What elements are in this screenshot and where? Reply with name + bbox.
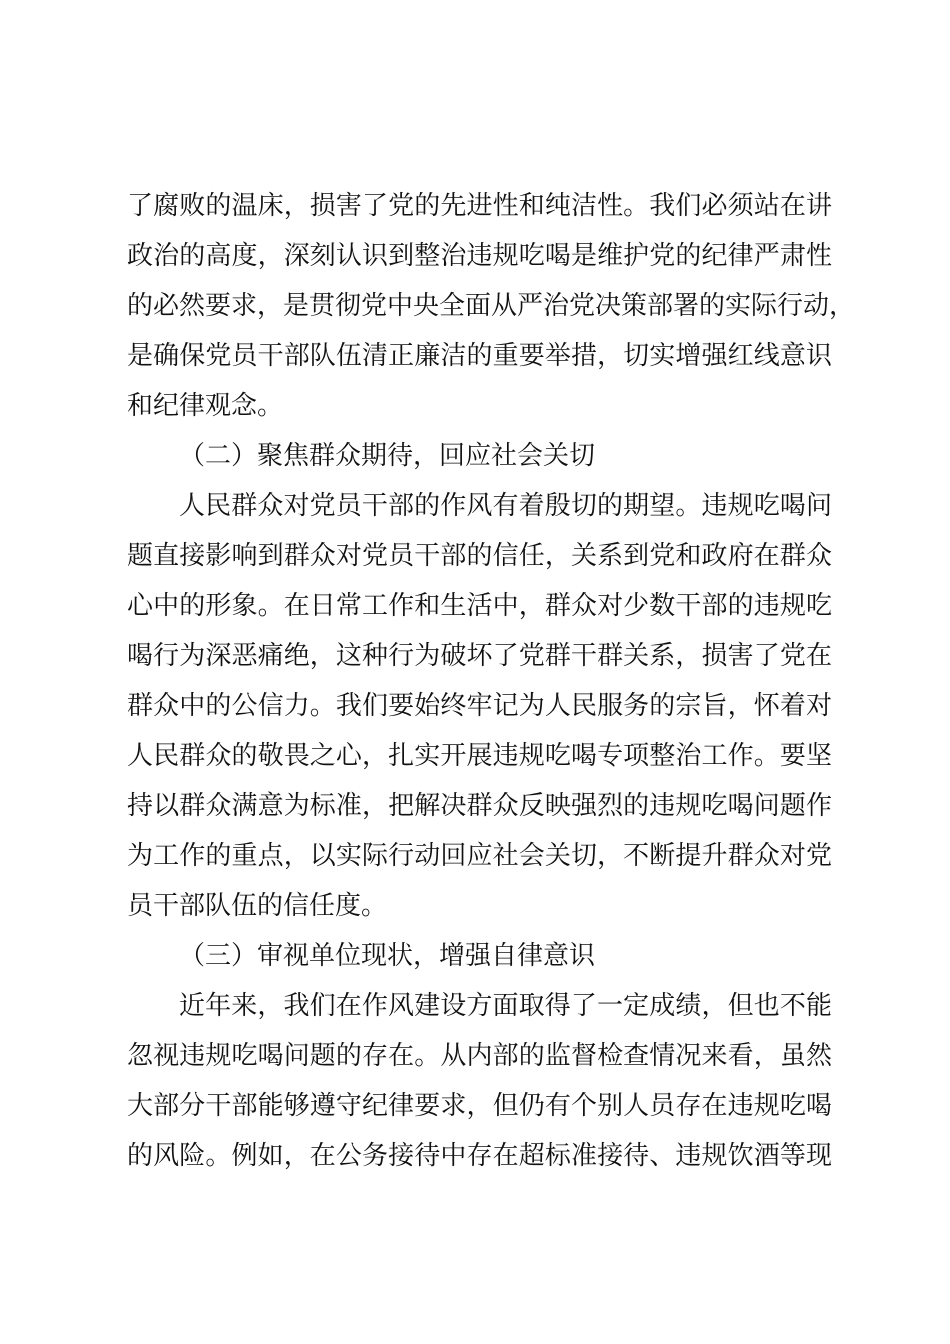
paragraph-3 — [127, 981, 832, 1181]
section-heading-2 — [127, 431, 832, 481]
text-line: 的风险。例如，在公务接待中存在超标准接待、违规饮酒等现 — [127, 1141, 832, 1171]
heading-text: （三）审视单位现状，增强自律意识 — [179, 941, 596, 971]
paragraph-1 — [127, 181, 856, 431]
text-line: 政治的高度，深刻认识到整治违规吃喝是维护党的纪律严肃性 — [127, 241, 832, 271]
text-line: 大部分干部能够遵守纪律要求，但仍有个别人员存在违规吃喝 — [127, 1091, 832, 1121]
text-line: 题直接影响到群众对党员干部的信任，关系到党和政府在群众 — [127, 541, 832, 571]
text-line: 员干部队伍的信任度。 — [127, 891, 388, 921]
text-line: 心中的形象。在日常工作和生活中，群众对少数干部的违规吃 — [127, 591, 832, 621]
text-line: 为工作的重点，以实际行动回应社会关切，不断提升群众对党 — [127, 841, 832, 871]
section-heading-3 — [127, 931, 832, 981]
text-line: 持以群众满意为标准，把解决群众反映强烈的违规吃喝问题作 — [127, 791, 832, 821]
text-line: 人民群众对党员干部的作风有着殷切的期望。违规吃喝问 — [179, 491, 832, 521]
heading-text: （二）聚焦群众期待，回应社会关切 — [179, 441, 596, 471]
text-line: 人民群众的敬畏之心，扎实开展违规吃喝专项整治工作。要坚 — [127, 741, 832, 771]
text-line: 的必然要求，是贯彻党中央全面从严治党决策部署的实际行动， — [127, 291, 856, 321]
paragraph-2 — [127, 481, 832, 931]
text-line: 近年来，我们在作风建设方面取得了一定成绩，但也不能 — [179, 991, 832, 1021]
document-body — [127, 181, 856, 1181]
text-line: 喝行为深恶痛绝，这种行为破坏了党群干群关系，损害了党在 — [127, 641, 832, 671]
text-line: 是确保党员干部队伍清正廉洁的重要举措，切实增强红线意识 — [127, 341, 832, 371]
text-line: 和纪律观念。 — [127, 391, 284, 421]
text-line: 群众中的公信力。我们要始终牢记为人民服务的宗旨，怀着对 — [127, 691, 832, 721]
text-line: 了腐败的温床，损害了党的先进性和纯洁性。我们必须站在讲 — [127, 191, 832, 221]
text-line: 忽视违规吃喝问题的存在。从内部的监督检查情况来看，虽然 — [127, 1041, 832, 1071]
